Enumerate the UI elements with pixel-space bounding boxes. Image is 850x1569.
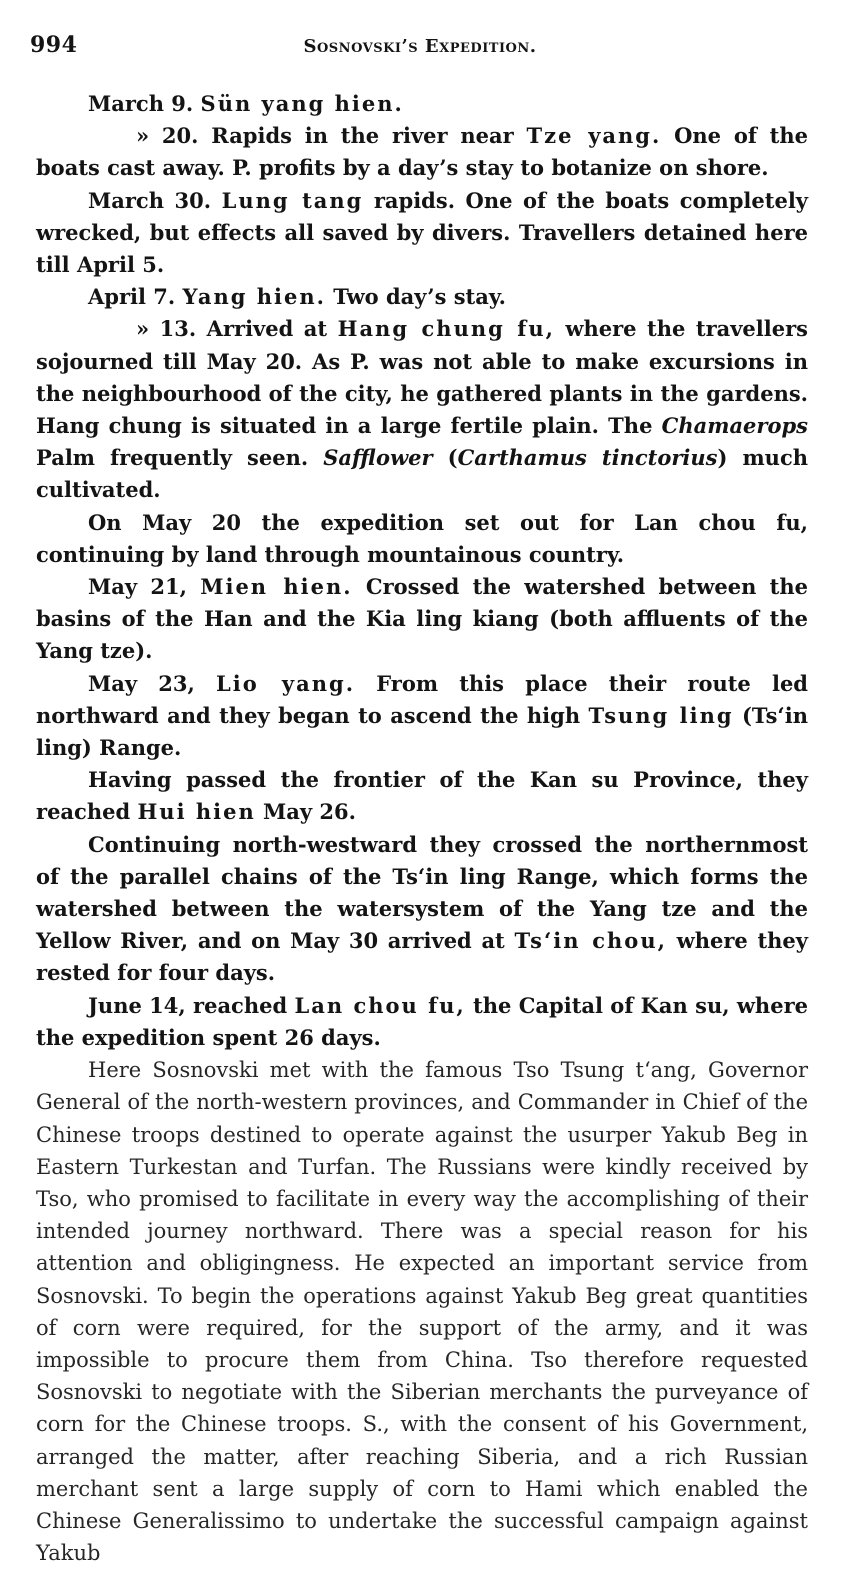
text-segment: Tze yang. (526, 123, 662, 149)
text-segment: » 20. Rapids in the river near (136, 123, 527, 149)
paragraph (36, 507, 808, 571)
running-head: Sosnovski’s Expedition. (303, 36, 537, 57)
text-segment: Two day’s stay. (325, 284, 506, 310)
text-segment: (Tsʻin ling) Range. (36, 702, 808, 761)
text-segment: June 14, reached (88, 992, 295, 1018)
paragraph (36, 829, 808, 990)
text-segment: Here Sosnovski met with the famous Tso Tsung tʻang, Governor General of the north-western provinces, and Commander in Chief of the Chinese troops destined to operate against the usurper Yakub Beg in Eastern Turkestan and Turfan. The Russians were kindly received by Tso, who promised to facilitate in every way the accomplishing of their intended journey northward. There was a special reason for his attention and obligingness. He expected an important service from Sosnovski. To begin the operations against Yakub Beg great quantities of corn were required, for the support of the army, and it was impossible to procure them from China. Tso therefore requested Sosnovski to negotiate with the Siberian merchants the purveyance of corn for the Chinese troops. S., with the consent of his Government, arranged the matter, after reaching Siberia, and a rich Russian merchant sent a large supply of corn to Hami which enabled the Chinese Generalissimo to undertake the successful campaign against Yakub (36, 1058, 808, 1566)
text-segment: ) much cultivated. (36, 445, 808, 503)
text-segment: Hang chung fu, (337, 316, 555, 342)
text-segment: Tsʻin chou, (514, 928, 667, 954)
paragraph (36, 764, 808, 828)
text-segment: From this place their route led northward and they began to ascend the high (36, 670, 808, 728)
text-segment: Continuing north-westward they crossed the northernmost of the parallel chains of the Tsʻin ling Range, which forms the watershed between the watersystem of the Yang tze and the Yellow River, and on May 30 arrived at (36, 831, 808, 954)
paragraph (36, 88, 808, 120)
text-segment: Chamaerops (661, 413, 808, 439)
text-segment: Mien hien. (200, 574, 353, 600)
text-segment: Sün yang hien. (200, 91, 404, 116)
text-segment: March 30. (88, 187, 222, 213)
body-text (36, 88, 808, 1569)
text-segment: May 21, (88, 574, 201, 600)
text-segment: ( (432, 445, 458, 471)
text-segment: Hui hien (137, 799, 256, 825)
text-segment: Lung tang (221, 187, 364, 213)
text-segment: Crossed the watershed between the basins of the Han and the Kia ling kiang (both affluents of the Yang tze). (36, 574, 809, 664)
text-segment: Palm frequently seen. (36, 445, 324, 471)
paragraph (36, 185, 808, 282)
text-segment: On May 20 the expedition set out for Lan chou fu, continuing by land through mountainous country. (36, 509, 808, 567)
text-segment: April 7. (88, 284, 183, 310)
paragraph (36, 1054, 808, 1569)
text-segment: One of the boats cast away. P. profits by a day’s stay to botanize on shore. (36, 123, 809, 181)
text-segment: Tsung ling (588, 702, 734, 728)
paragraph (36, 668, 808, 765)
text-segment: May 23, (88, 670, 216, 696)
paragraph (36, 571, 808, 668)
text-segment: May 26. (255, 799, 356, 825)
text-segment: the Capital of Kan su, where the expedition spent 26 days. (36, 992, 808, 1050)
paragraph (36, 120, 808, 184)
paragraph (36, 281, 808, 313)
page-number: 994 (30, 32, 78, 58)
text-segment: where they rested for four days. (36, 928, 808, 986)
text-segment: where the travellers sojourned till May 20. As P. was not able to make excursions in the neighbourhood of the city, he gathered plants in the gardens. Hang chung is situated in a large fertile plain. The (36, 316, 808, 439)
text-segment: » 13. Arrived at (136, 316, 338, 342)
text-segment: March 9. (88, 91, 201, 116)
text-segment: Having passed the frontier of the Kan su Province, they reached (36, 767, 808, 825)
paragraph (36, 313, 808, 506)
text-segment: rapids. One of the boats completely wrecked, but effects all saved by divers. Travellers detained here till April 5. (36, 187, 808, 278)
text-segment: Safflower (323, 445, 433, 471)
text-segment: Yang hien. (182, 284, 326, 310)
text-segment: Carthamus tinctorius (457, 445, 718, 471)
text-segment: Lan chou fu, (294, 992, 466, 1018)
paragraph (36, 990, 808, 1054)
text-segment: Lio yang. (215, 670, 356, 696)
page-header (30, 30, 810, 64)
